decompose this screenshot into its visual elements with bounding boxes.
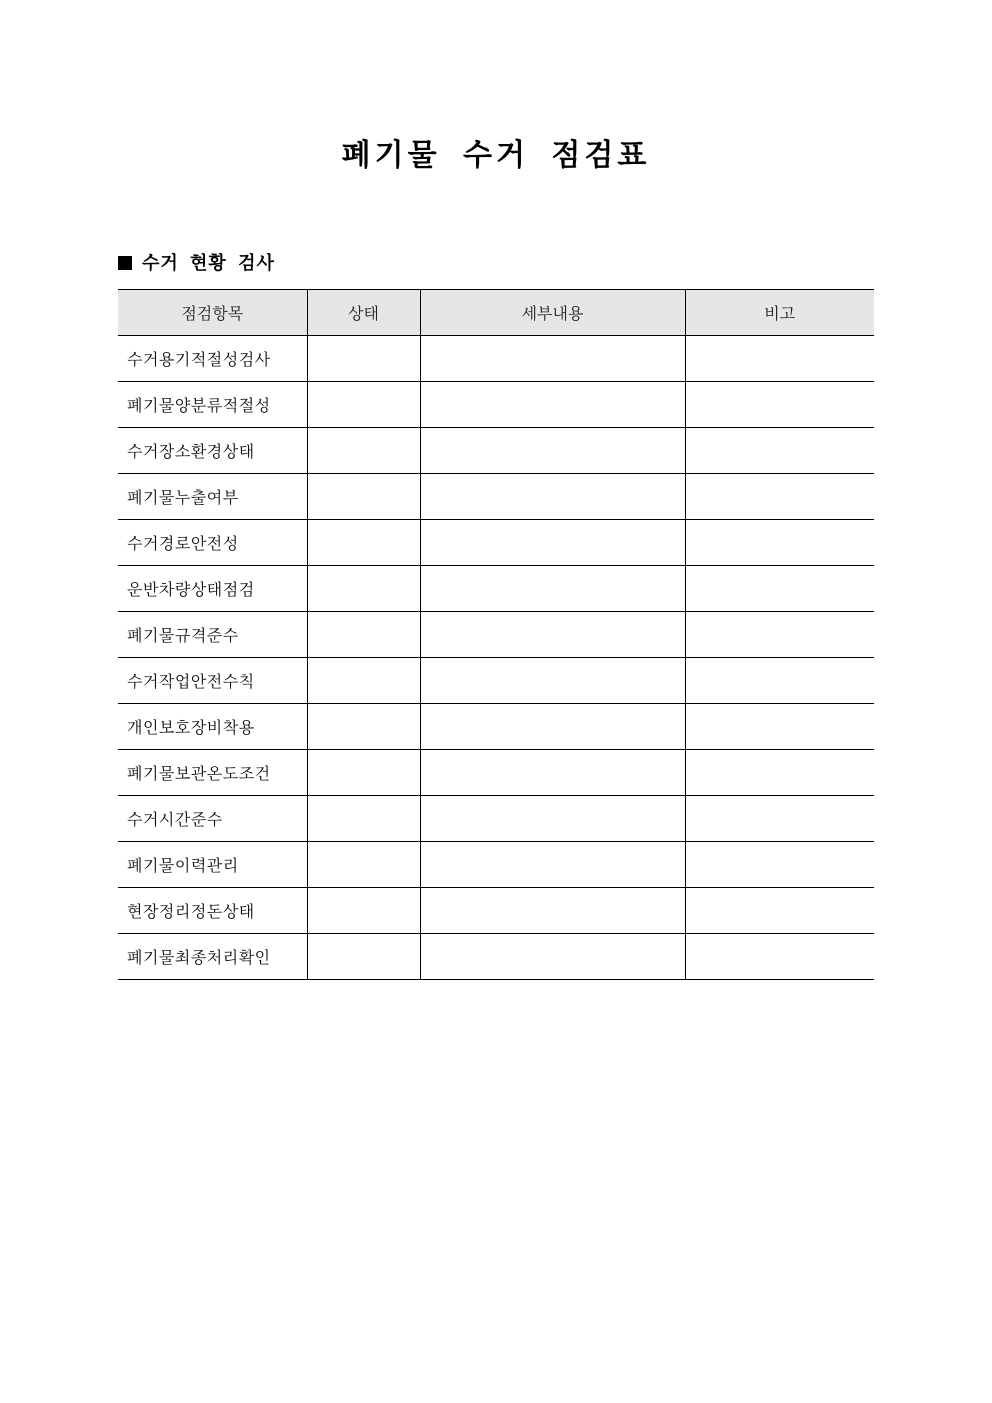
note-cell[interactable] <box>685 566 874 612</box>
status-cell[interactable] <box>307 704 420 750</box>
table-body <box>118 336 874 980</box>
table-row <box>118 704 874 750</box>
section-title: 수거 현황 검사 <box>142 253 275 274</box>
detail-cell[interactable] <box>420 704 685 750</box>
detail-cell[interactable] <box>420 474 685 520</box>
status-cell[interactable] <box>307 934 420 980</box>
note-cell[interactable] <box>685 474 874 520</box>
table-row <box>118 842 874 888</box>
table-row <box>118 888 874 934</box>
check-item-cell: 현장정리정돈상태 <box>118 888 307 934</box>
detail-cell[interactable] <box>420 382 685 428</box>
header-check-item: 점검항목 <box>118 290 307 336</box>
status-cell[interactable] <box>307 842 420 888</box>
status-cell[interactable] <box>307 566 420 612</box>
status-cell[interactable] <box>307 382 420 428</box>
header-note: 비고 <box>685 290 874 336</box>
note-cell[interactable] <box>685 934 874 980</box>
note-cell[interactable] <box>685 796 874 842</box>
table-header-row <box>118 290 874 336</box>
inspection-table <box>118 289 874 980</box>
check-item-cell: 폐기물규격준수 <box>118 612 307 658</box>
check-item-cell: 폐기물양분류적절성 <box>118 382 307 428</box>
check-item-cell: 수거작업안전수칙 <box>118 658 307 704</box>
note-cell[interactable] <box>685 842 874 888</box>
status-cell[interactable] <box>307 612 420 658</box>
check-item-cell: 폐기물이력관리 <box>118 842 307 888</box>
detail-cell[interactable] <box>420 520 685 566</box>
table-row <box>118 520 874 566</box>
status-cell[interactable] <box>307 336 420 382</box>
note-cell[interactable] <box>685 704 874 750</box>
section-heading <box>118 250 275 278</box>
table-row <box>118 382 874 428</box>
note-cell[interactable] <box>685 612 874 658</box>
check-item-cell: 폐기물보관온도조건 <box>118 750 307 796</box>
table-row <box>118 336 874 382</box>
note-cell[interactable] <box>685 382 874 428</box>
check-item-cell: 폐기물최종처리확인 <box>118 934 307 980</box>
status-cell[interactable] <box>307 658 420 704</box>
detail-cell[interactable] <box>420 336 685 382</box>
note-cell[interactable] <box>685 658 874 704</box>
status-cell[interactable] <box>307 474 420 520</box>
table-row <box>118 796 874 842</box>
status-cell[interactable] <box>307 888 420 934</box>
detail-cell[interactable] <box>420 566 685 612</box>
status-cell[interactable] <box>307 520 420 566</box>
note-cell[interactable] <box>685 750 874 796</box>
note-cell[interactable] <box>685 336 874 382</box>
status-cell[interactable] <box>307 428 420 474</box>
check-item-cell: 폐기물누출여부 <box>118 474 307 520</box>
header-status: 상태 <box>307 290 420 336</box>
table-row <box>118 612 874 658</box>
status-cell[interactable] <box>307 750 420 796</box>
table-row <box>118 934 874 980</box>
check-item-cell: 수거장소환경상태 <box>118 428 307 474</box>
detail-cell[interactable] <box>420 428 685 474</box>
table-row <box>118 474 874 520</box>
detail-cell[interactable] <box>420 612 685 658</box>
detail-cell[interactable] <box>420 658 685 704</box>
check-item-cell: 수거경로안전성 <box>118 520 307 566</box>
table-row <box>118 428 874 474</box>
table-row <box>118 566 874 612</box>
check-item-cell: 수거시간준수 <box>118 796 307 842</box>
square-bullet-icon <box>118 256 132 270</box>
check-item-cell: 수거용기적절성검사 <box>118 336 307 382</box>
note-cell[interactable] <box>685 520 874 566</box>
check-item-cell: 개인보호장비착용 <box>118 704 307 750</box>
detail-cell[interactable] <box>420 796 685 842</box>
header-detail: 세부내용 <box>420 290 685 336</box>
page-title: 폐기물 수거 점검표 <box>341 138 651 173</box>
table-row <box>118 658 874 704</box>
note-cell[interactable] <box>685 888 874 934</box>
status-cell[interactable] <box>307 796 420 842</box>
check-item-cell: 운반차량상태점검 <box>118 566 307 612</box>
note-cell[interactable] <box>685 428 874 474</box>
detail-cell[interactable] <box>420 888 685 934</box>
detail-cell[interactable] <box>420 934 685 980</box>
detail-cell[interactable] <box>420 750 685 796</box>
detail-cell[interactable] <box>420 842 685 888</box>
table-row <box>118 750 874 796</box>
